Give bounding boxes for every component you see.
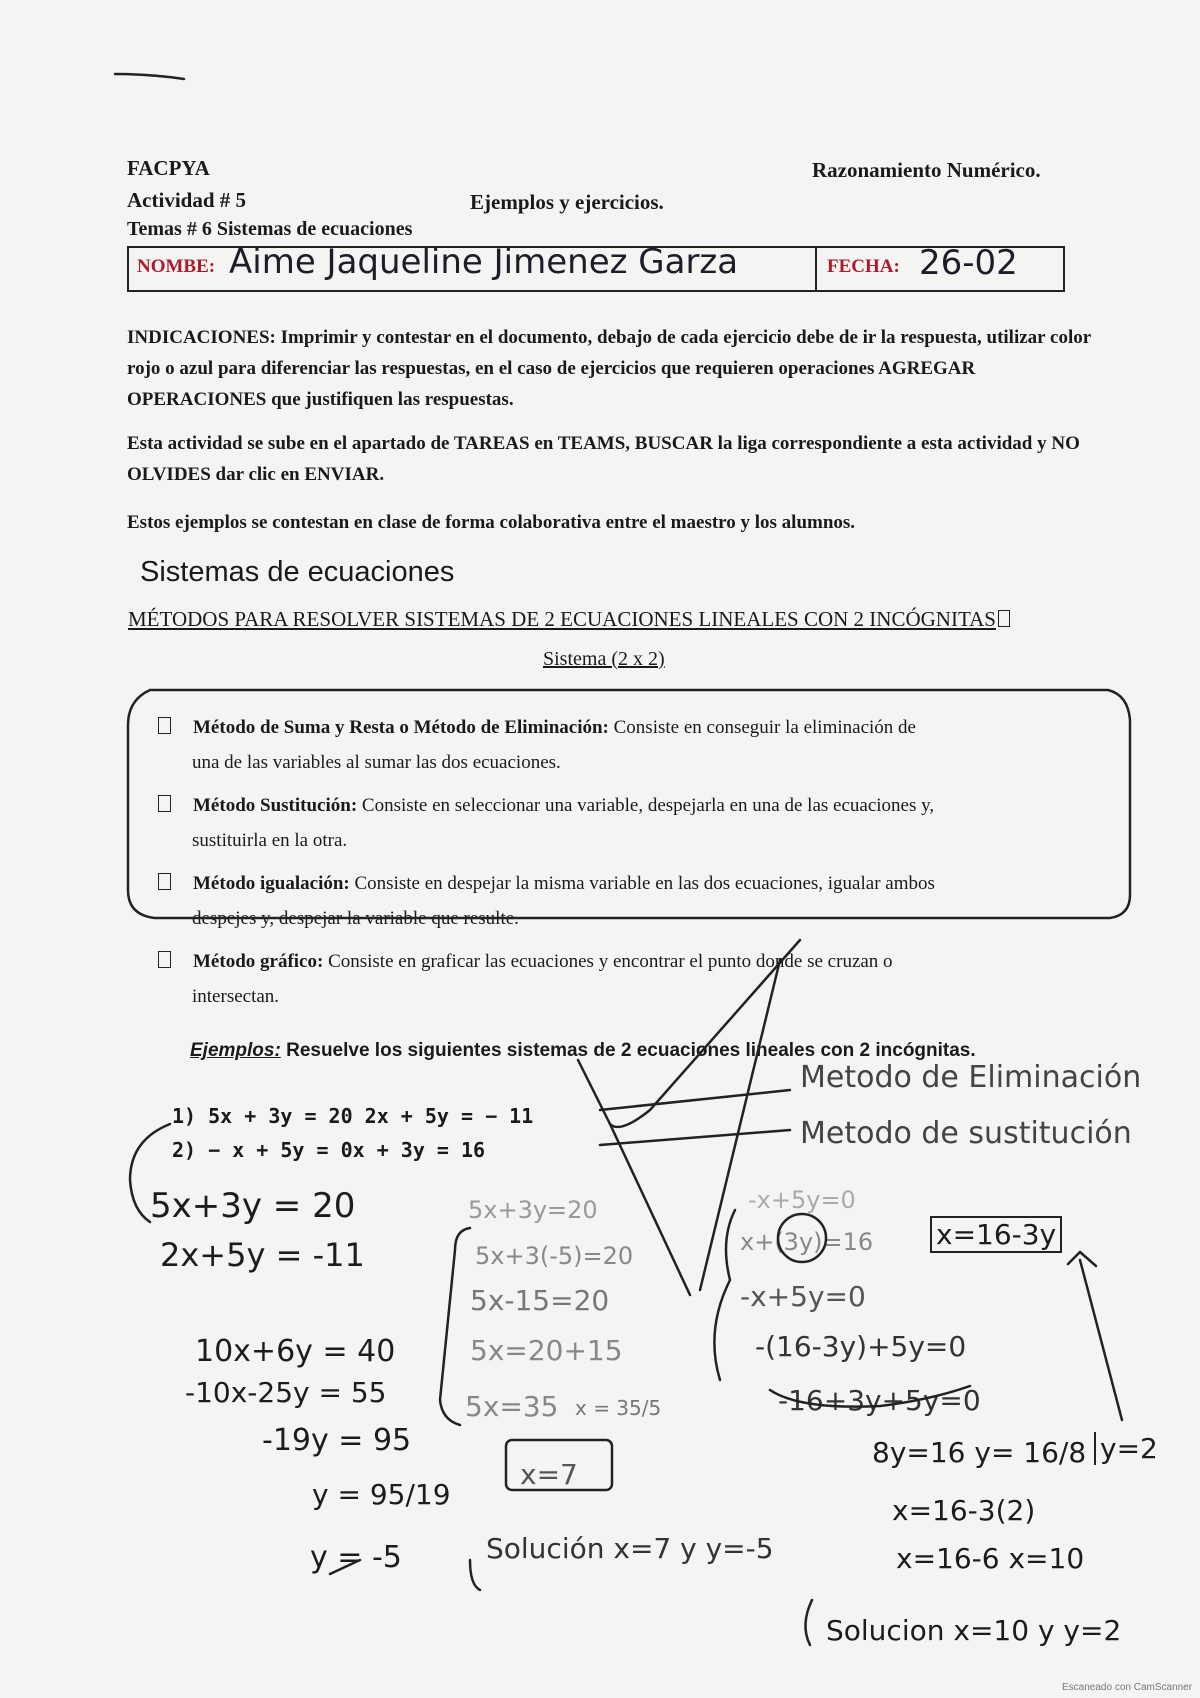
examples-label: Ejemplos: bbox=[190, 1040, 281, 1061]
section-title: Sistemas de ecuaciones bbox=[140, 556, 455, 588]
work-right-line: x=16-3(2) bbox=[892, 1494, 1036, 1527]
work-right-line: -(16-3y)+5y=0 bbox=[755, 1330, 967, 1363]
circle-3y bbox=[778, 1214, 826, 1262]
work-right-line: -x+5y=0 bbox=[740, 1280, 866, 1313]
work-middle-line: 5x-15=20 bbox=[470, 1284, 610, 1317]
student-name: Aime Jaqueline Jimenez Garza bbox=[229, 242, 739, 282]
instructions-paragraph: INDICACIONES: Imprimir y contestar en el documento, debajo de cada ejercicio debe de ir la respuesta, utilizar color rojo o azul para diferenciar las respuestas, en el caso de ejercicios que requieren operaciones AGREGAR OPERACIONES que justifiquen las respuestas. bbox=[127, 327, 1091, 410]
method-name: Método gráfico: bbox=[193, 951, 324, 972]
work-left-line: 2x+5y = -11 bbox=[160, 1236, 365, 1274]
work-right-line: -16+3y+5y=0 bbox=[778, 1384, 981, 1417]
class-note: Estos ejemplos se contestan en clase de forma colaborativa entre el maestro y los alumnos. bbox=[127, 512, 856, 533]
work-right-line: -x+5y=0 bbox=[748, 1186, 856, 1214]
activity-number: Actividad # 5 bbox=[127, 188, 247, 212]
method-desc: Consiste en despejar la misma variable en las dos ecuaciones, igualar ambos bbox=[349, 873, 935, 894]
arrow-stroke bbox=[1080, 1260, 1122, 1420]
upload-instructions: Esta actividad se sube en el apartado de TAREAS en TEAMS, BUSCAR la liga correspondiente a esta actividad y NO OLVIDES dar clic en ENVIAR. bbox=[127, 433, 1080, 485]
method-cont-graphic: intersectan. bbox=[192, 986, 280, 1007]
method-name: Método de Suma y Resta o Método de Eliminación: bbox=[193, 717, 609, 738]
work-left-line: 10x+6y = 40 bbox=[195, 1334, 396, 1369]
scan-mark bbox=[115, 74, 184, 79]
examples-text: Resuelve los siguientes sistemas de 2 ecuaciones lineales con 2 incógnitas. bbox=[280, 1040, 976, 1061]
school-name: FACPYA bbox=[127, 156, 210, 180]
note-elimination: Metodo de Eliminación bbox=[800, 1060, 1142, 1095]
work-middle-answer: x=7 bbox=[520, 1458, 578, 1491]
date-label: FECHA: bbox=[827, 256, 900, 277]
work-left-line: y = 95/19 bbox=[312, 1478, 451, 1511]
bracket-solution-2 bbox=[805, 1600, 812, 1645]
note-substitution: Metodo de sustitución bbox=[800, 1116, 1132, 1151]
method-cont-substitution: sustituirla en la otra. bbox=[192, 830, 348, 851]
work-right-line: 8y=16 y= 16/8 bbox=[872, 1436, 1087, 1469]
methods-heading-text: MÉTODOS PARA RESOLVER SISTEMAS DE 2 ECUACIONES LINEALES CON 2 INCÓGNITAS bbox=[128, 607, 996, 631]
work-left-line: 5x+3y = 20 bbox=[150, 1186, 356, 1226]
method-name: Método Sustitución: bbox=[193, 795, 358, 816]
method-name: Método igualación: bbox=[193, 873, 350, 894]
work-middle-line: 5x+3(-5)=20 bbox=[475, 1242, 634, 1270]
topic: Temas # 6 Sistemas de ecuaciones bbox=[127, 218, 413, 240]
method-desc: Consiste en graficar las ecuaciones y encontrar el punto donde se cruzan o bbox=[323, 951, 893, 972]
line-stroke bbox=[610, 1124, 690, 1295]
bracket-right bbox=[714, 1210, 735, 1380]
bracket-middle bbox=[440, 1228, 470, 1425]
scanner-watermark: Escaneado con CamScanner bbox=[1062, 1682, 1193, 1693]
methods-outline bbox=[128, 690, 1130, 918]
bracket-left bbox=[130, 1124, 170, 1222]
work-left-line: -10x-25y = 55 bbox=[185, 1376, 387, 1409]
work-right-boxed: y=2 bbox=[1094, 1432, 1158, 1465]
work-middle-line: 5x+3y=20 bbox=[468, 1196, 598, 1224]
work-middle-line: 5x=35 bbox=[465, 1390, 559, 1423]
work-middle-line: 5x=20+15 bbox=[470, 1334, 623, 1367]
check-mark bbox=[330, 1560, 360, 1574]
work-middle-line: x = 35/5 bbox=[575, 1396, 662, 1420]
method-desc: Consiste en conseguir la eliminación de bbox=[608, 717, 916, 738]
work-right-line: x=16-6 x=10 bbox=[896, 1542, 1085, 1575]
method-cont-equalization: despejes y, despejar la variable que resulte. bbox=[192, 908, 519, 929]
work-left-answer: y = -5 bbox=[310, 1540, 402, 1575]
arrow-strokes bbox=[600, 1090, 790, 1145]
work-right-boxed: x=16-3y bbox=[930, 1216, 1062, 1253]
name-label: NOMBE: bbox=[137, 256, 216, 277]
work-right-line: x+(3y)=16 bbox=[740, 1228, 874, 1256]
activity-subtitle: Ejemplos y ejercicios. bbox=[470, 190, 664, 214]
course-name: Razonamiento Numérico. bbox=[812, 158, 1041, 182]
work-left-line: -19y = 95 bbox=[262, 1423, 412, 1458]
method-cont-elimination: una de las variables al sumar las dos ecuaciones. bbox=[192, 752, 561, 773]
equation-2: 2) − x + 5y = 0x + 3y = 16 bbox=[172, 1138, 486, 1162]
solution-2: Solucion x=10 y y=2 bbox=[826, 1614, 1122, 1647]
equation-1: 1) 5x + 3y = 20 2x + 5y = − 11 bbox=[172, 1104, 534, 1128]
bracket-solution bbox=[470, 1560, 480, 1590]
solution-1: Solución x=7 y y=-5 bbox=[486, 1532, 774, 1565]
method-desc: Consiste en seleccionar una variable, despejarla en una de las ecuaciones y, bbox=[357, 795, 935, 816]
underline-stroke bbox=[770, 1386, 970, 1407]
check-stroke bbox=[578, 940, 800, 1127]
date-value: 26-02 bbox=[919, 243, 1018, 283]
system-subheading: Sistema (2 x 2) bbox=[543, 648, 665, 670]
answer-box bbox=[506, 1440, 612, 1490]
